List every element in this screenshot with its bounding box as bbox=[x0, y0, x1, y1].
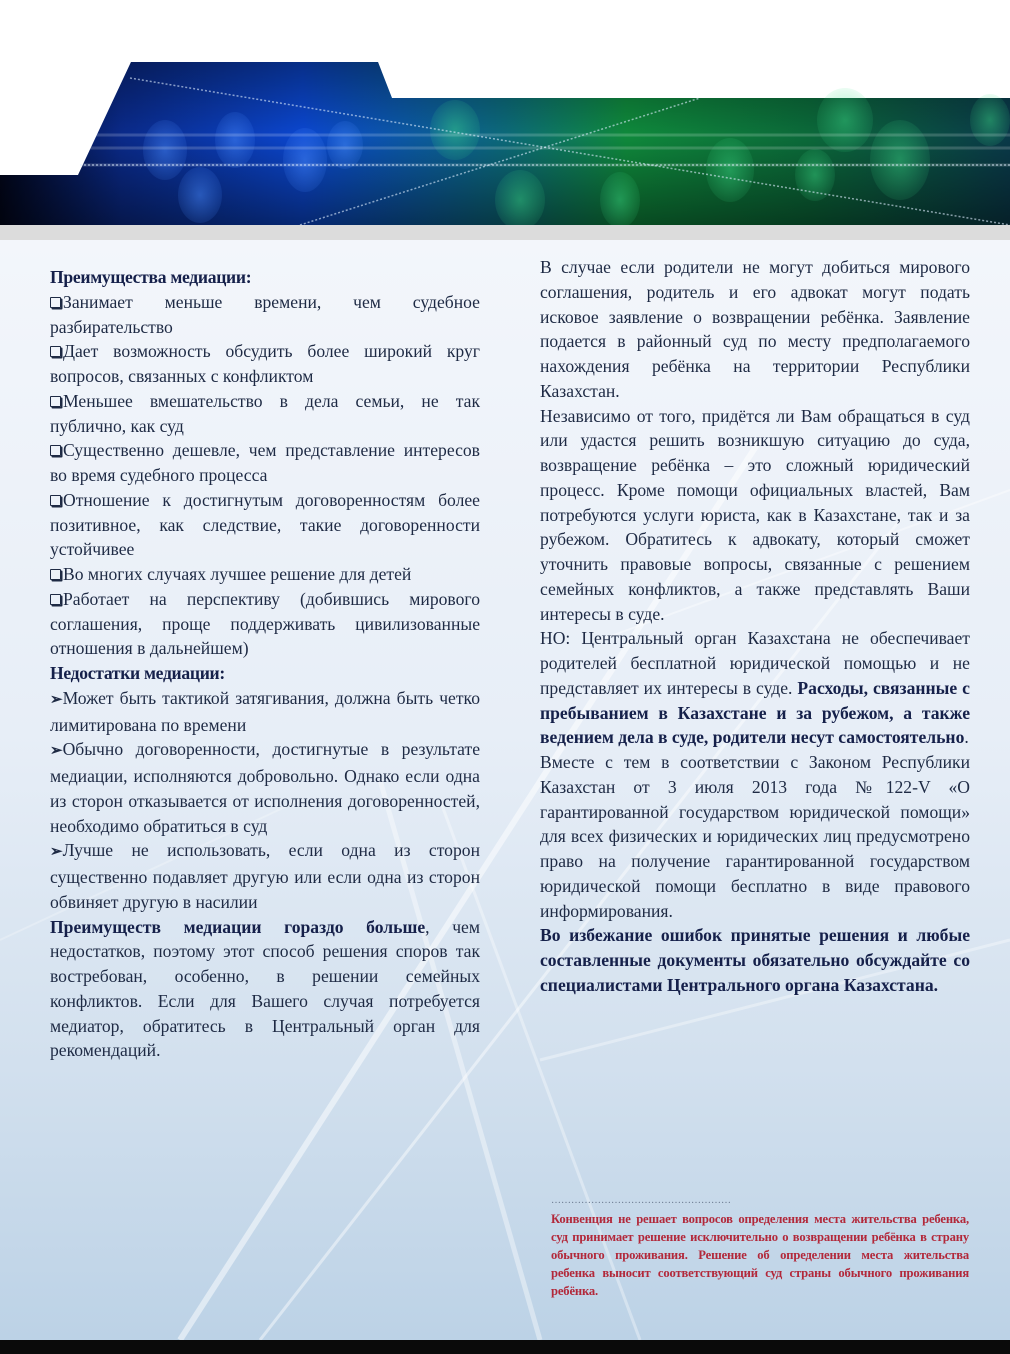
header-banner bbox=[0, 0, 1010, 240]
advantage-text: Меньшее вмешательство в дела семьи, не так публично, как суд bbox=[50, 390, 480, 436]
advantage-text: Занимает меньше времени, чем судебное разбирательство bbox=[50, 291, 480, 337]
footnote bbox=[551, 1196, 969, 1300]
checkbox-square-icon bbox=[50, 569, 61, 580]
paragraph-costs bbox=[540, 626, 970, 750]
costs-text: НО: Центральный орган Казахстана не обеспечивает родителей бесплатной юридической помощью и не представляет их интересы в суде. bbox=[540, 628, 970, 698]
arrow-bullet-icon: ➢ bbox=[50, 691, 63, 708]
disadvantages-heading: Недостатки медиации: bbox=[50, 663, 225, 683]
arrow-bullet-icon: ➢ bbox=[50, 844, 63, 861]
checkbox-square-icon bbox=[50, 396, 61, 407]
advantage-item bbox=[50, 438, 480, 488]
advantage-text: Дает возможность обсудить более широкий круг вопросов, связанных с конфликтом bbox=[50, 341, 480, 386]
advantage-item bbox=[50, 488, 480, 562]
checkbox-square-icon bbox=[50, 495, 61, 506]
checkbox-square-icon bbox=[50, 297, 61, 308]
conclusion-text: , чем недостатков, поэтому этот способ решения споров так востребован, особенно, в решении семейных конфликтов. Если для Вашего случая потребуется медиатор, обратитесь в Центральный орган для рекомендаций. bbox=[50, 916, 481, 1061]
advantage-item bbox=[50, 290, 480, 340]
advantage-text: Существенно дешевле, чем представление интересов во время судебного процесса bbox=[50, 440, 480, 485]
checkbox-square-icon bbox=[50, 445, 61, 456]
banner-graphic bbox=[0, 0, 1010, 240]
disadvantage-text: Обычно договоренности, достигнутые в результате медиации, исполняются добровольно. Однако если одна из сторон отказывается от исполнения договоренностей, необходимо обратиться в суд bbox=[50, 739, 480, 836]
advantage-item bbox=[50, 389, 480, 439]
disadvantage-item bbox=[50, 838, 480, 914]
footnote-text: Конвенция не решает вопросов определения места жительства ребенка, суд принимает решение исключительно о возвращении ребёнка в страну обычного проживания. Решение об определении места жительства ребенка выносит соответствующий суд страны обычного проживания ребёнка. bbox=[551, 1212, 969, 1298]
advantages-heading: Преимущества медиации: bbox=[50, 267, 252, 287]
paragraph-law-reference: Вместе с тем в соответствии с Законом Республики Казахстан от 3 июля 2013 года №122-V «О гарантированной государством юридической помощи» для всех физических и юридических лиц предусмотрено право на получение гарантированной государством юридической помощи бесплатно в виде правового информирования. bbox=[540, 752, 970, 921]
paragraph-legal-process: Независимо от того, придётся ли Вам обращаться в суд или удастся решить возникшую ситуацию до суда, возвращение ребёнка – это сложный юридический процесс. Кроме помощи официальных властей, Вам потребуются услуги юриста, как в Казахстане, так и за рубежом. Обратитесь к адвокату, который сможет уточнить правовые вопросы, связанные с решением семейных конфликтов, а также представлять Ваши интересы в суде. bbox=[540, 405, 970, 624]
conclusion-bold: Преимуществ медиации гораздо больше bbox=[50, 916, 426, 937]
disadvantage-text: Лучше не использовать, если одна из сторон существенно подавляет другую или если одна из сторон обвиняет другую в насилии bbox=[50, 840, 480, 912]
paragraph-court-claim: В случае если родители не могут добиться мирового соглашения, родитель и его адвокат могут подать исковое заявление о возвращении ребёнка. Заявление подается в районный суд по месту предполагаемого нахождения ребёнка на территории Республики Казахстан. bbox=[540, 257, 970, 401]
checkbox-square-icon bbox=[50, 594, 61, 605]
advantage-text: Во многих случаях лучшее решение для детей bbox=[63, 564, 412, 584]
advantage-text: Работает на перспективу (добившись мирового соглашения, проще поддерживать цивилизованные отношения в дальнейшем) bbox=[50, 588, 480, 659]
disadvantage-item bbox=[50, 737, 480, 838]
left-column bbox=[50, 265, 480, 1063]
disadvantages-list bbox=[50, 686, 480, 915]
advantage-item bbox=[50, 339, 480, 389]
footnote-separator: ……………………………………………… bbox=[551, 1195, 731, 1206]
advantage-item bbox=[50, 562, 480, 587]
bottom-bar bbox=[0, 1340, 1010, 1354]
advantage-item bbox=[50, 587, 480, 661]
right-column bbox=[540, 255, 970, 998]
conclusion-paragraph bbox=[50, 915, 480, 1064]
costs-end: . bbox=[964, 727, 969, 748]
advantage-text: Отношение к достигнутым договоренностям более позитивное, как следствие, такие договоренности устойчивее bbox=[50, 489, 480, 560]
arrow-bullet-icon: ➢ bbox=[50, 743, 63, 760]
disadvantage-item bbox=[50, 686, 480, 738]
advantages-list bbox=[50, 290, 480, 661]
disadvantage-text: Может быть тактикой затягивания, должна быть четко лимитирована по времени bbox=[50, 687, 480, 735]
paragraph-warning: Во избежание ошибок принятые решения и любые составленные документы обязательно обсуждайте со специалистами Центрального органа Казахстана. bbox=[540, 925, 970, 995]
checkbox-square-icon bbox=[50, 346, 61, 357]
costs-bold: Расходы, связанные с пребыванием в Казахстане и за рубежом, а также ведением дела в суде, родители несут самостоятельно bbox=[540, 677, 970, 748]
